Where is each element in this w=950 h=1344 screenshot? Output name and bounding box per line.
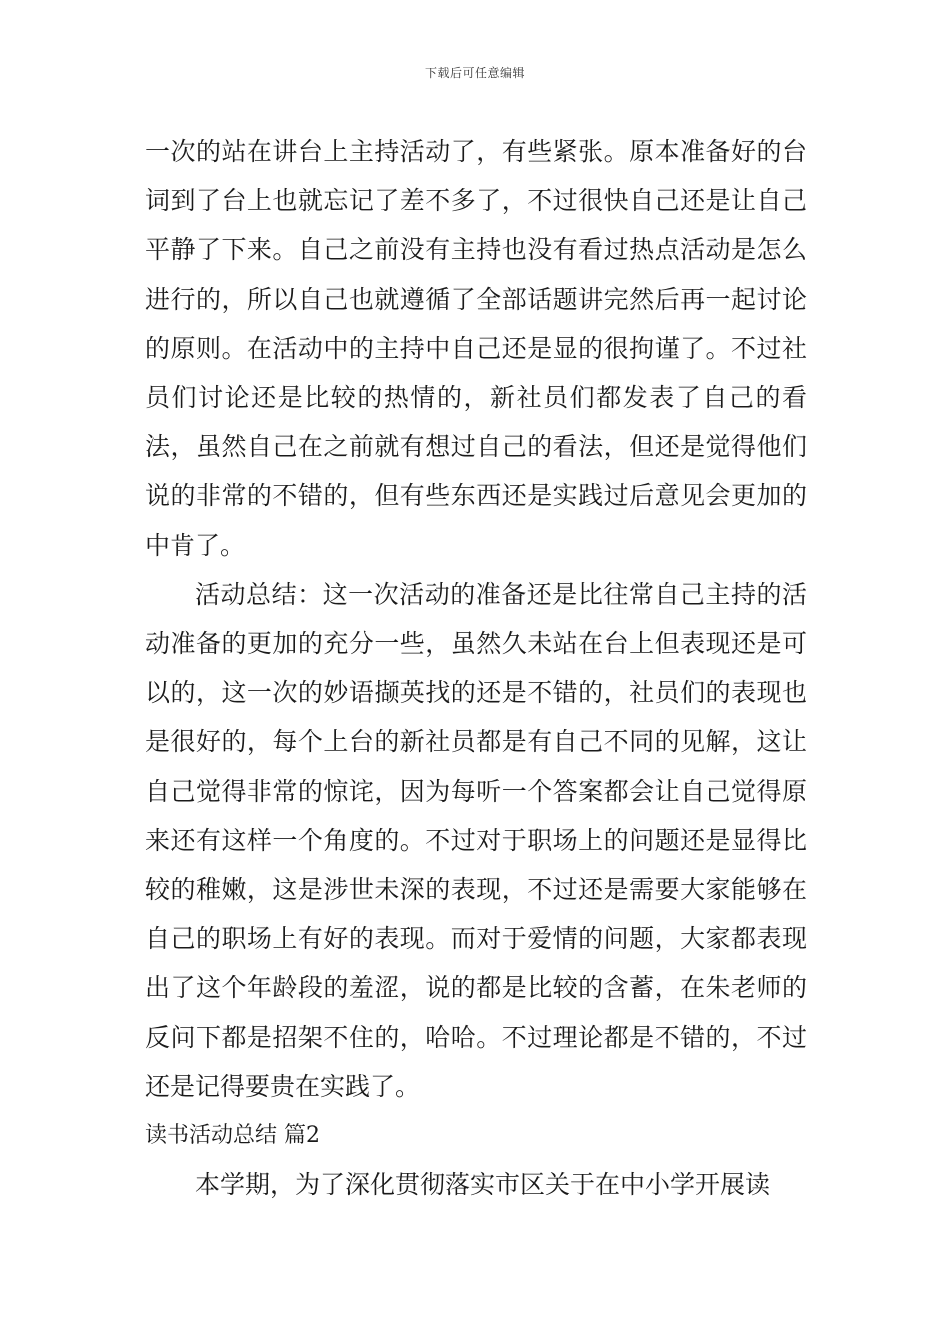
page-header: 下载后可任意编辑 — [424, 66, 525, 80]
paragraph-1: 一次的站在讲台上主持活动了，有些紧张。原本准备好的台词到了台上也就忘记了差不多了，不过很快自己还是让自己平静了下来。自己之前没有主持也没有看过热点活动是怎么进行的，所以自己也就遵循了全部话题讲完然后再一起讨论的原则。在活动中的主持中自己还是显的很拘谨了。不过社员们讨论还是比较的热情的，新社员们都发表了自己的看法，虽然自己在之前就有想过自己的看法，但还是觉得他们说的非常的不错的，但有些东西还是实践过后意见会更加的中肯了。 — [145, 137, 807, 560]
section-heading: 读书活动总结 篇2 — [145, 1123, 320, 1149]
paragraph-2: 活动总结：这一次活动的准备还是比往常自己主持的活动准备的更加的充分一些，虽然久未站在台上但表现还是可以的，这一次的妙语撷英找的还是不错的，社员们的表现也是很好的，每个上台的新社员都是有自己不同的见解，这让自己觉得非常的惊诧，因为每听一个答案都会让自己觉得原来还有这样一个角度的。不过对于职场上的问题还是显得比较的稚嫩，这是涉世未深的表现，不过还是需要大家能够在自己的职场上有好的表现。而对于爱情的问题，大家都表现出了这个年龄段的羞涩，说的都是比较的含蓄，在朱老师的反问下都是招架不住的，哈哈。不过理论都是不错的，不过还是记得要贵在实践了。 — [145, 579, 807, 1101]
document-body — [145, 127, 807, 1209]
paragraph-3: 本学期，为了深化贯彻落实市区关于在中小学开展读 — [195, 1170, 771, 1200]
